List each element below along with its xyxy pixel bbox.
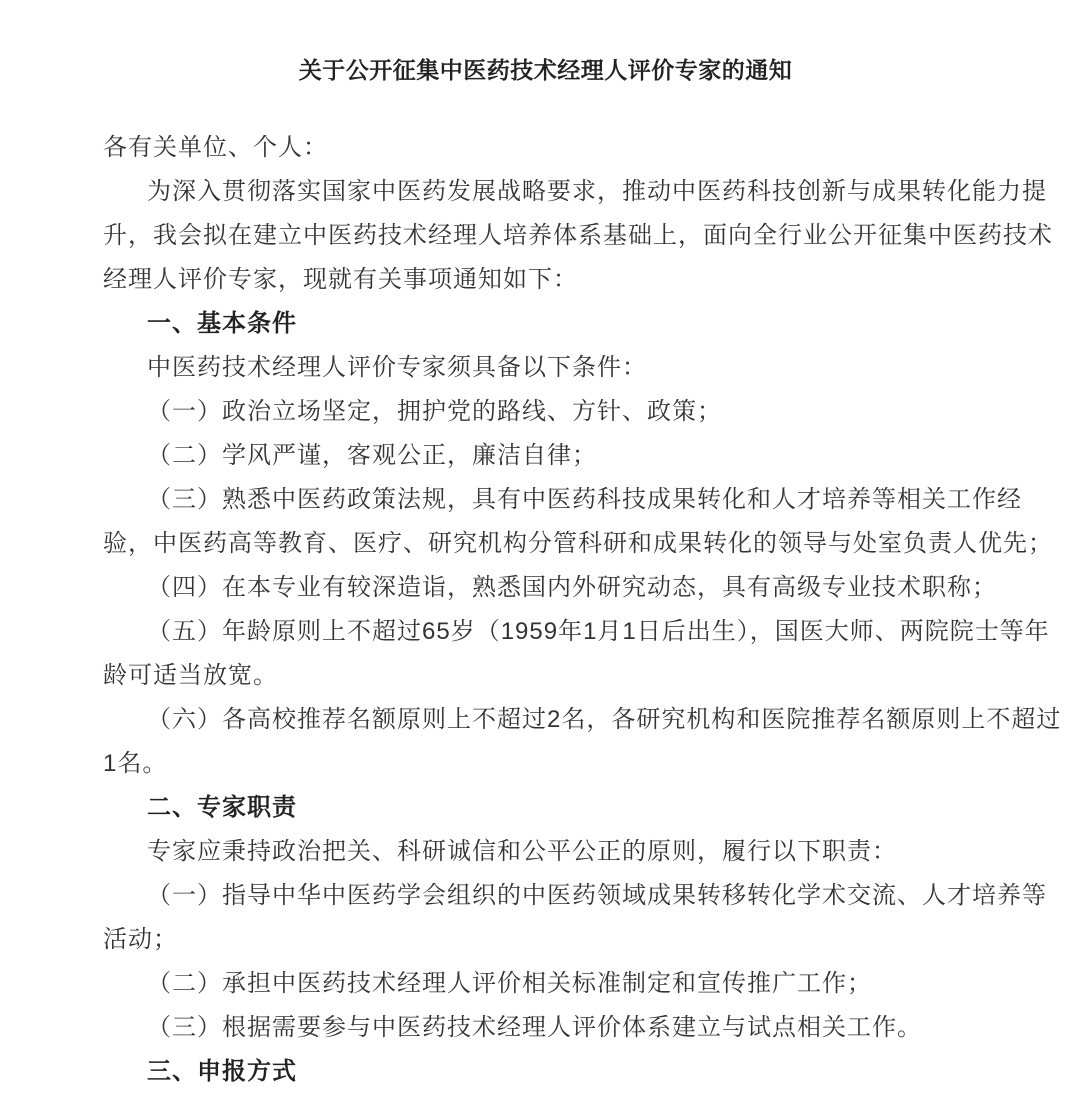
salutation: 各有关单位、个人： [103,134,328,161]
paragraph: （三）根据需要参与中医药技术经理人评价体系建立与试点相关工作。 [147,1014,922,1041]
paragraph: （二）学风严谨，客观公正，廉洁自律； [147,442,597,469]
paragraph: 中医药技术经理人评价专家须具备以下条件： [147,354,647,381]
intro-paragraph: 为深入贯彻落实国家中医药发展战略要求，推动中医药科技创新与成果转化能力提升，我会拟在建立中医药技术经理人培养体系基础上，面向全行业公开征集中医药技术经理人评价专家，现就有关事项通知如下： [103,178,1053,293]
section-heading-application-method: 三、申报方式 [147,1058,297,1085]
section-heading-expert-duties: 二、专家职责 [147,794,297,821]
paragraph: （四）在本专业有较深造诣，熟悉国内外研究动态，具有高级专业技术职称； [147,574,997,601]
paragraph: （三）熟悉中医药政策法规，具有中医药科技成果转化和人才培养等相关工作经验，中医药高等教育、医疗、研究机构分管科研和成果转化的领导与处室负责人优先； [103,486,1053,557]
paragraph: （一）政治立场坚定，拥护党的路线、方针、政策； [147,398,722,425]
document-title: 关于公开征集中医药技术经理人评价专家的通知 [298,57,793,83]
paragraph: （一）指导中华中医药学会组织的中医药领域成果转移转化学术交流、人才培养等活动； [103,882,1047,953]
paragraph: （五）年龄原则上不超过65岁（1959年1月1日后出生），国医大师、两院院士等年龄可适当放宽。 [103,618,1050,689]
paragraph: （六）各高校推荐名额原则上不超过2名，各研究机构和医院推荐名额原则上不超过1名。 [103,706,1062,777]
section-heading-basic-conditions: 一、基本条件 [147,310,297,337]
paragraph: （二）承担中医药技术经理人评价相关标准制定和宣传推广工作； [147,970,872,997]
paragraph: 专家应秉持政治把关、科研诚信和公平公正的原则，履行以下职责： [147,838,897,865]
